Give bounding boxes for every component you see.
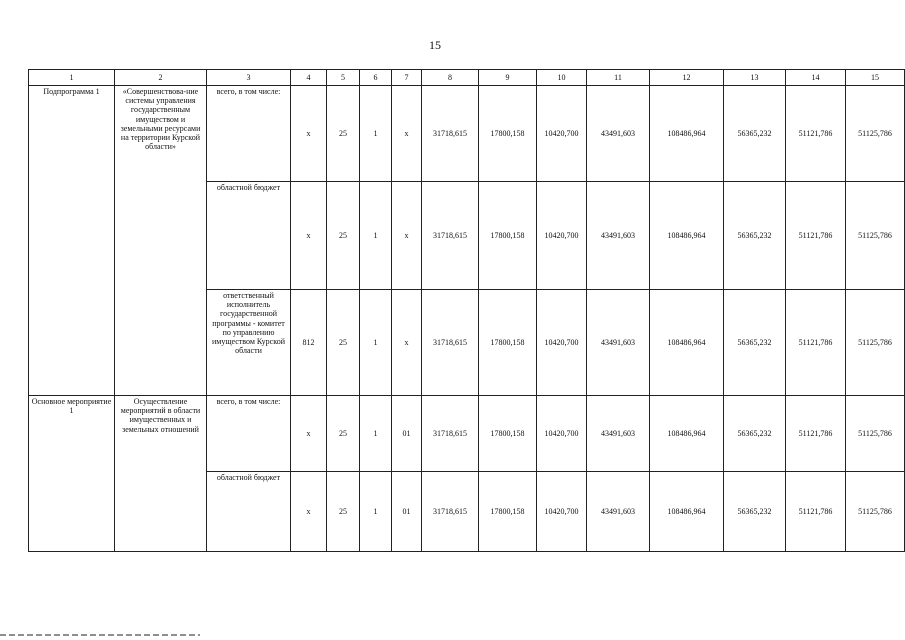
funding-source: областной бюджет xyxy=(207,472,291,552)
funding-source: ответственный исполнитель государственной программы - комитет по управлению имуществом Курской области xyxy=(207,290,291,396)
value-cell: 43491,603 xyxy=(587,86,650,182)
value-cell: 17800,158 xyxy=(479,290,537,396)
value-cell: х xyxy=(392,86,422,182)
value-cell: 51121,786 xyxy=(786,182,846,290)
column-header: 9 xyxy=(479,70,537,86)
value-cell: 25 xyxy=(327,290,360,396)
budget-table xyxy=(28,69,905,552)
value-cell: 108486,964 xyxy=(650,86,724,182)
value-cell: 10420,700 xyxy=(537,86,587,182)
program-label: Основное мероприятие 1 xyxy=(29,396,115,552)
table-row xyxy=(29,86,905,182)
column-header: 2 xyxy=(115,70,207,86)
value-cell: 51125,786 xyxy=(846,86,905,182)
value-cell: 56365,232 xyxy=(724,396,786,472)
value-cell: 56365,232 xyxy=(724,472,786,552)
value-cell: 10420,700 xyxy=(537,182,587,290)
value-cell: 51125,786 xyxy=(846,290,905,396)
value-cell: 10420,700 xyxy=(537,472,587,552)
program-name: «Совершенствова-ние системы управления государственным имуществом и земельными ресурсами на территории Курской области» xyxy=(115,86,207,396)
value-cell: 17800,158 xyxy=(479,472,537,552)
value-cell: 56365,232 xyxy=(724,86,786,182)
value-cell: 31718,615 xyxy=(422,396,479,472)
value-cell: х xyxy=(392,290,422,396)
funding-source: областной бюджет xyxy=(207,182,291,290)
value-cell: 01 xyxy=(392,396,422,472)
column-header: 10 xyxy=(537,70,587,86)
value-cell: 108486,964 xyxy=(650,290,724,396)
column-number-row xyxy=(29,70,905,86)
value-cell: 31718,615 xyxy=(422,86,479,182)
value-cell: 43491,603 xyxy=(587,290,650,396)
funding-source: всего, в том числе: xyxy=(207,396,291,472)
value-cell: х xyxy=(291,396,327,472)
value-cell: х xyxy=(291,86,327,182)
value-cell: 1 xyxy=(360,290,392,396)
value-cell: 812 xyxy=(291,290,327,396)
value-cell: 01 xyxy=(392,472,422,552)
value-cell: 17800,158 xyxy=(479,396,537,472)
value-cell: 25 xyxy=(327,396,360,472)
value-cell: 31718,615 xyxy=(422,182,479,290)
value-cell: 56365,232 xyxy=(724,182,786,290)
value-cell: х xyxy=(291,472,327,552)
value-cell: 43491,603 xyxy=(587,472,650,552)
value-cell: 25 xyxy=(327,86,360,182)
value-cell: 43491,603 xyxy=(587,396,650,472)
value-cell: 1 xyxy=(360,396,392,472)
value-cell: 25 xyxy=(327,182,360,290)
column-header: 12 xyxy=(650,70,724,86)
column-header: 7 xyxy=(392,70,422,86)
column-header: 14 xyxy=(786,70,846,86)
value-cell: 43491,603 xyxy=(587,182,650,290)
value-cell: 51121,786 xyxy=(786,472,846,552)
value-cell: 56365,232 xyxy=(724,290,786,396)
program-label: Подпрограмма 1 xyxy=(29,86,115,396)
program-name: Осуществление мероприятий в области имущественных и земельных отношений xyxy=(115,396,207,552)
value-cell: 51121,786 xyxy=(786,86,846,182)
column-header: 5 xyxy=(327,70,360,86)
funding-source: всего, в том числе: xyxy=(207,86,291,182)
value-cell: 108486,964 xyxy=(650,182,724,290)
value-cell: 108486,964 xyxy=(650,472,724,552)
value-cell: 1 xyxy=(360,472,392,552)
column-header: 3 xyxy=(207,70,291,86)
scan-artifact-line xyxy=(0,634,200,636)
value-cell: 31718,615 xyxy=(422,472,479,552)
value-cell: х xyxy=(392,182,422,290)
value-cell: 51121,786 xyxy=(786,396,846,472)
table-row xyxy=(29,396,905,472)
column-header: 4 xyxy=(291,70,327,86)
value-cell: 17800,158 xyxy=(479,182,537,290)
value-cell: 31718,615 xyxy=(422,290,479,396)
column-header: 8 xyxy=(422,70,479,86)
column-header: 1 xyxy=(29,70,115,86)
value-cell: 1 xyxy=(360,86,392,182)
value-cell: 10420,700 xyxy=(537,396,587,472)
column-header: 6 xyxy=(360,70,392,86)
value-cell: 51125,786 xyxy=(846,472,905,552)
column-header: 13 xyxy=(724,70,786,86)
value-cell: 51125,786 xyxy=(846,182,905,290)
page-number: 15 xyxy=(429,38,441,52)
value-cell: 1 xyxy=(360,182,392,290)
column-header: 11 xyxy=(587,70,650,86)
value-cell: 10420,700 xyxy=(537,290,587,396)
value-cell: 108486,964 xyxy=(650,396,724,472)
value-cell: х xyxy=(291,182,327,290)
value-cell: 25 xyxy=(327,472,360,552)
value-cell: 51121,786 xyxy=(786,290,846,396)
value-cell: 51125,786 xyxy=(846,396,905,472)
value-cell: 17800,158 xyxy=(479,86,537,182)
column-header: 15 xyxy=(846,70,905,86)
